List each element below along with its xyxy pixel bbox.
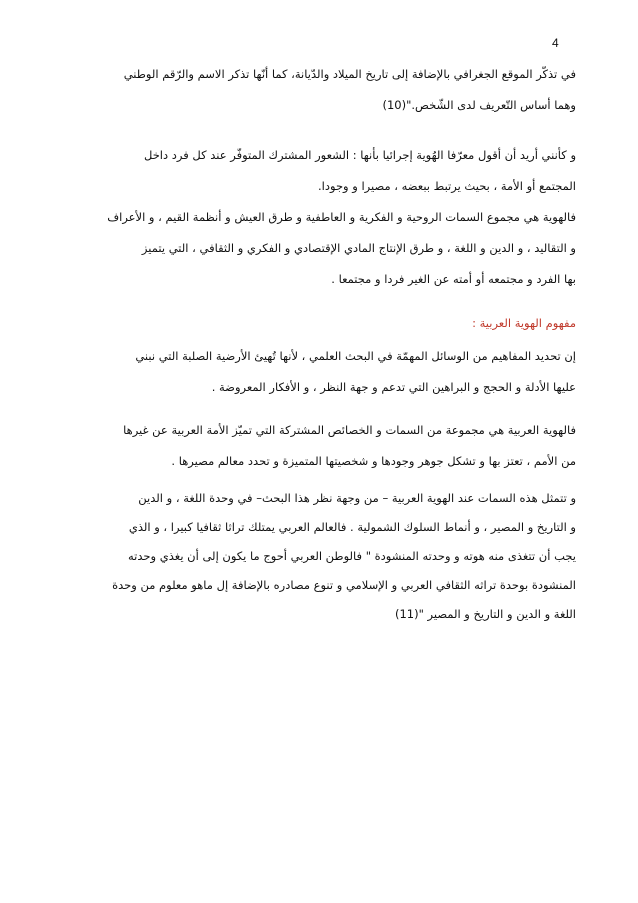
paragraph-2-line-1: و كأنني أريد أن أقول معرّفا الهُوية إجرائيا بأنها : الشعور المشترك المتوفّر عند كل فرد داخل: [143, 148, 576, 162]
paragraph-6-line-4: المنشودة بوحدة تراثه الثقافي العربي و الإسلامي و تنوع مصادره بالإضافة إل ماهو معلوم من وحدة: [112, 578, 576, 592]
paragraph-5-line-2: من الأمم ، تعتز بها و تشكل جوهر وجودها و شخصيتها المتميزة و تحدد معالم مصيرها .: [171, 454, 576, 468]
page-number: 4: [552, 36, 559, 50]
paragraph-4-line-1: إن تحديد المفاهيم من الوسائل المهمّة في البحث العلمي ، لأنها تُهيئ الأرضية الصلبة التي نبني: [135, 349, 576, 363]
paragraph-6-line-1: و تتمثل هذه السمات عند الهوية العربية – من وجهة نظر هذا البحث– في وحدة اللغة ، و الدين: [138, 491, 576, 505]
paragraph-4-line-2: عليها الأدلة و الحجج و البراهين التي تدعم و جهة النظر ، و الأفكار المعروضة .: [211, 380, 576, 394]
paragraph-6-line-2: و التاريخ و المصير ، و أنماط السلوك الشمولية . فالعالم العربي يمتلك تراثا ثقافيا كبيرا ، و الذي: [128, 520, 576, 534]
paragraph-3-line-1: فالهوية هي مجموع السمات الروحية و الفكرية و العاطفية و طرق العيش و أنظمة القيم ، و الأعراف: [107, 210, 576, 224]
paragraph-3-line-2: و التقاليد ، و الدين و اللغة ، و طرق الإنتاج المادي الإقتصادي و الفكري و الثقافي ، التي يتميز: [141, 241, 576, 255]
paragraph-6-line-3: يجب أن تتغذى منه هوته و وحدته المنشودة " فالوطن العربي أحوج ما يكون إلى أن يغذي وحدته: [128, 549, 576, 563]
paragraph-5-line-1: فالهوية العربية هي مجموعة من السمات و الخصائص المشتركة التي تميّز الأمة العربية عن غيرها: [123, 423, 576, 437]
paragraph-2-line-2: المجتمع أو الأمة ، بحيث يرتبط ببعضه ، مصيرا و وجودا.: [318, 179, 576, 193]
paragraph-1-line-1: في تذكّر الموقع الجغرافي بالإضافة إلى تاريخ الميلاد والدّيانة، كما أنّها تذكر الاسم والرّقم الوطني: [123, 67, 576, 81]
paragraph-1-line-2: وهما أساس التّعريف لدى الشّخص."(10): [382, 98, 576, 112]
paragraph-6-line-5: اللغة و الدين و التاريخ و المصير "(11): [394, 607, 576, 621]
section-heading: مفهوم الهوية العربية :: [472, 316, 576, 330]
paragraph-3-line-3: بها الفرد و مجتمعه أو أمته عن الغير فردا و مجتمعا .: [331, 272, 576, 286]
